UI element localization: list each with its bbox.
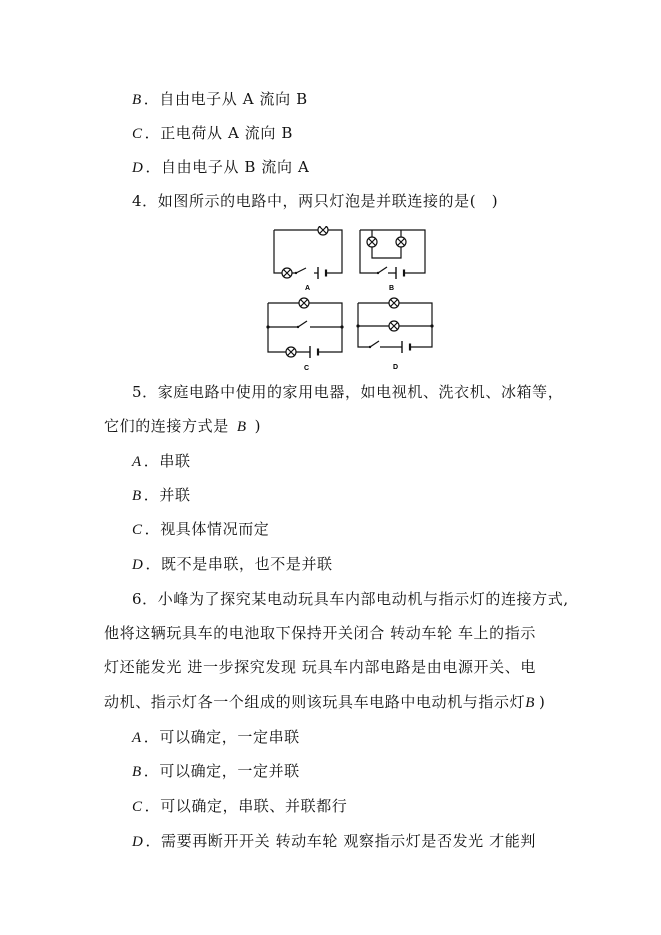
q6-option-d: D ．需要再断开开关 转动车轮 观察指示灯是否发光 才能判 xyxy=(132,832,536,850)
q3-option-c: C ．正电荷从 A 流向 B xyxy=(132,124,293,142)
q6-stem-line2: 他将这辆玩具车的电池取下保持开关闭合 转动车轮 车上的指示 xyxy=(104,624,536,642)
q5-option-b: B ．并联 xyxy=(132,486,191,504)
q3-option-b: B ．自由电子从 A 流向 B xyxy=(132,90,308,108)
q5-option-c: C ．视具体情况而定 xyxy=(132,520,270,538)
q3-option-d: D ．自由电子从 B 流向 A xyxy=(132,158,310,176)
circuit-b-figure xyxy=(356,226,432,294)
circuit-c-figure xyxy=(264,297,348,375)
q6-option-a: A ．可以确定，一定串联 xyxy=(132,728,300,746)
q5-stem-line1: 5．家庭电路中使用的家用电器，如电视机、洗衣机、冰箱等， xyxy=(132,383,564,401)
q6-option-b: B ．可以确定，一定并联 xyxy=(132,762,300,780)
q6-answer: B xyxy=(525,695,535,711)
q6-option-c: C ．可以确定，串联、并联都行 xyxy=(132,797,348,815)
q6-stem-line1: 6．小峰为了探究某电动玩具车内部电动机与指示灯的连接方式, xyxy=(132,590,569,608)
q6-stem-line3: 灯还能发光 进一步探究发现 玩具车内部电路是由电源开关、电 xyxy=(104,658,536,676)
circuit-a-label: A xyxy=(305,285,311,292)
q6-stem-line4: 动机、指示灯各一个组成的则该玩具车电路中电动机与指示灯B ) xyxy=(104,693,546,711)
circuit-b-label: B xyxy=(389,285,395,292)
circuit-c-label: C xyxy=(304,365,310,372)
circuit-d-figure xyxy=(354,297,438,375)
circuit-a-figure xyxy=(270,226,346,294)
q4-stem: 4．如图所示的电路中，两只灯泡是并联连接的是( ) xyxy=(132,192,499,210)
q5-option-d: D ．既不是串联，也不是并联 xyxy=(132,555,333,573)
q5-stem-line2: 它们的连接方式是 B ) xyxy=(104,417,262,435)
circuit-d-label: D xyxy=(393,364,399,371)
q5-option-a: A ．串联 xyxy=(132,452,191,470)
q5-answer: B xyxy=(236,419,247,435)
